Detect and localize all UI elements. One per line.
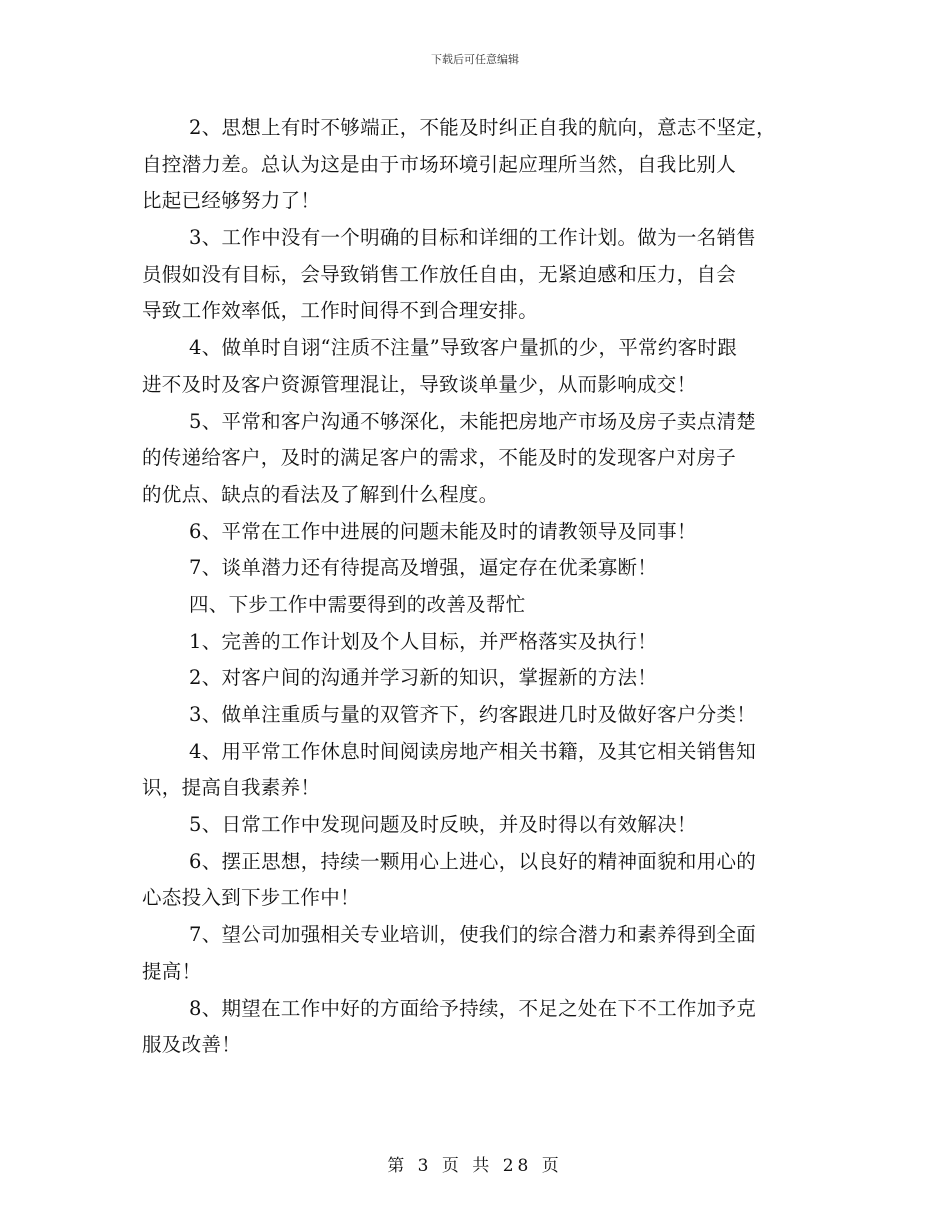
text-line: 5、平常和客户沟通不够深化，未能把房地产市场及房子卖点清楚	[189, 409, 757, 433]
page-footer: 第 3 页 共 28 页	[387, 1156, 563, 1176]
text-line: 6、摆正思想，持续一颗用心上进心，以良好的精神面貌和用心的	[189, 849, 757, 873]
text-line: 识，提高自我素养！	[142, 776, 321, 800]
text-line: 心态投入到下步工作中！	[142, 886, 360, 910]
text-line: 自控潜力差。总认为这是由于市场环境引起应理所当然，自我比别人	[142, 152, 737, 176]
text-line: 导致工作效率低，工作时间得不到合理安排。	[142, 299, 539, 323]
text-line: 进不及时及客户资源管理混让，导致谈单量少，从而影响成交！	[142, 372, 697, 396]
text-line: 提高！	[142, 959, 202, 983]
text-line: 比起已经够努力了！	[142, 189, 321, 213]
text-line: 员假如没有目标，会导致销售工作放任自由，无紧迫感和压力，自会	[142, 262, 737, 286]
text-line: 3、做单注重质与量的双管齐下，约客跟进几时及做好客户分类！	[189, 703, 757, 726]
text-line: 5、日常工作中发现问题及时反映，并及时得以有效解决！	[189, 813, 697, 837]
text-line: 7、谈单潜力还有待提高及增强，逼定存在优柔寡断！	[189, 556, 658, 580]
text-line: 的传递给客户，及时的满足客户的需求，不能及时的发现客户对房子	[142, 446, 737, 470]
text-line: 4、用平常工作休息时间阅读房地产相关书籍，及其它相关销售知	[189, 739, 757, 763]
text-line: 6、平常在工作中进展的问题未能及时的请教领导及同事！	[189, 519, 697, 543]
document-body	[142, 110, 812, 1064]
text-line: 3、工作中没有一个明确的目标和详细的工作计划。做为一名销售	[189, 226, 757, 250]
text-line: 4、做单时自诩“注质不注量”导致客户量抓的少，平常约客时跟	[189, 336, 738, 360]
text-line: 7、望公司加强相关专业培训，使我们的综合潜力和素养得到全面	[189, 923, 757, 947]
text-line: 的优点、缺点的看法及了解到什么程度。	[142, 482, 499, 506]
text-line: 服及改善！	[142, 1033, 242, 1057]
text-line: 8、期望在工作中好的方面给予持续，不足之处在下不工作加予克	[189, 996, 757, 1020]
text-line: 2、对客户间的沟通并学习新的知识，掌握新的方法！	[189, 666, 658, 690]
text-line: 四、下步工作中需要得到的改善及帮忙	[189, 592, 526, 616]
text-line: 1、完善的工作计划及个人目标，并严格落实及执行！	[189, 629, 658, 653]
page-header: 下载后可任意编辑	[431, 53, 519, 66]
text-line: 2、思想上有时不够端正，不能及时纠正自我的航向，意志不坚定，	[189, 116, 776, 139]
